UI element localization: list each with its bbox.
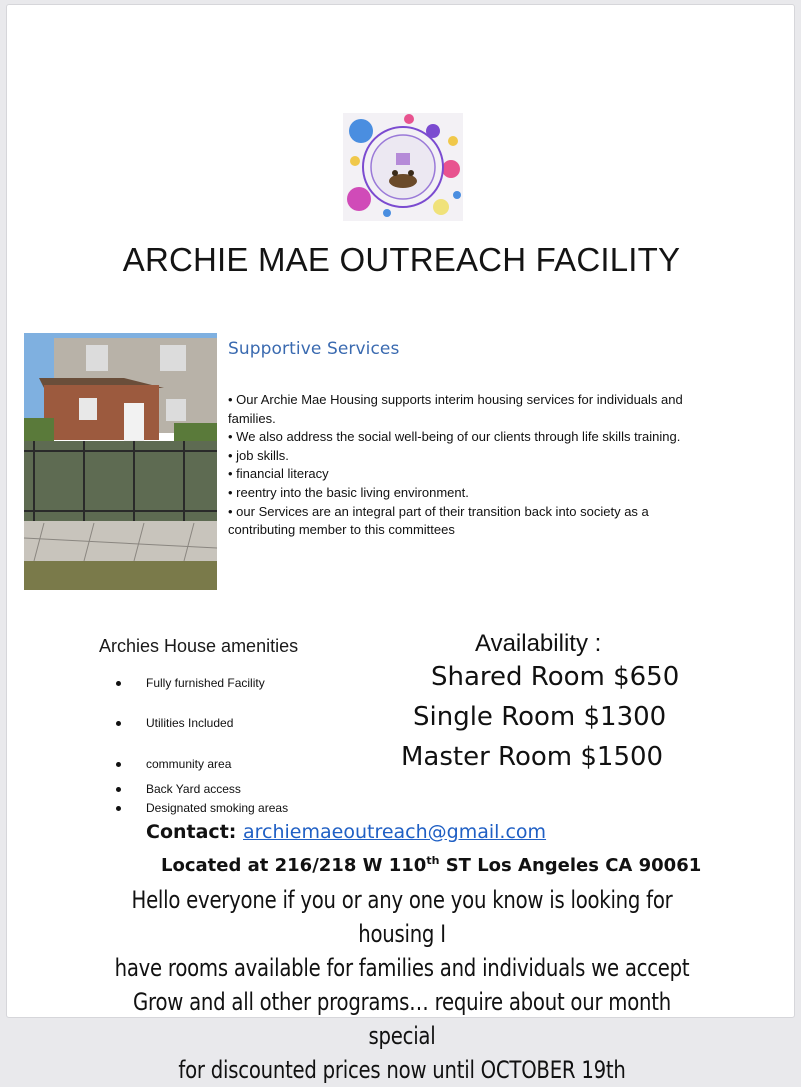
bullet-icon	[116, 721, 121, 726]
list-item: • our Services are an integral part of their transition back into society as a contributing member to this committees	[228, 503, 708, 540]
list-item: • We also address the social well-being of our clients through life skills training.	[228, 428, 708, 447]
message-line: have rooms available for families and individuals we accept	[114, 954, 690, 982]
services-heading: Supportive Services	[228, 339, 400, 359]
page-title: ARCHIE MAE OUTREACH FACILITY	[122, 241, 681, 278]
message-line: Grow and all other programs… require about our month special	[133, 988, 671, 1050]
services-list	[228, 391, 708, 540]
availability-heading: Availability :	[475, 630, 602, 657]
message-line: Hello everyone if you or any one you know is looking for housing I	[131, 886, 673, 948]
archie-mae-outreach-logo-icon	[343, 113, 463, 221]
list-item: • reentry into the basic living environment.	[228, 484, 708, 503]
address-line: Located at 216/218 W 110th ST Los Angeles CA 90061	[161, 854, 702, 876]
house-photo-icon	[24, 333, 217, 590]
bullet-icon	[116, 806, 121, 811]
room-price: Master Room $1500	[401, 742, 664, 772]
room-price: Shared Room $650	[431, 662, 680, 692]
contact-label: Contact:	[146, 821, 237, 843]
list-item: • job skills.	[228, 447, 708, 466]
list-item: • financial literacy	[228, 465, 708, 484]
amenities-heading: Archies House amenities	[99, 636, 299, 656]
contact-line	[146, 821, 546, 843]
bullet-icon	[116, 762, 121, 767]
list-item: • Our Archie Mae Housing supports interim housing services for individuals and families.	[228, 391, 708, 428]
message-block	[111, 883, 693, 1087]
bullet-icon	[116, 787, 121, 792]
room-price: Single Room $1300	[413, 702, 667, 732]
bullet-icon	[116, 681, 121, 686]
email-link[interactable]: archiemaeoutreach@gmail.com	[243, 821, 547, 843]
flyer-page: ARCHIE MAE OUTREACH FACILITY Supportive Services • Our Archie Mae Housing supports interim housing services for individuals and families. • We also address the social well-being of our clients through life skills training. • job skills. • financial literacy • reentry into the basic living environment. • our Services are an integral part of their transition back into society as a contributing member to this committees Archies House amenities Fully furnished Facility Utilities Included community area Back Yard access Designated smoking areas Availability : Shared Room $650 Single Room $1300 Master Room $1500 Contact: archiemaeoutreach@gmail.com Located at 216/218 W 110th ST Los Angeles CA 90061 Hello everyone if you or any one you know is looking for housing I have rooms available for families and individuals we accept Grow and all other programs… require about our month special for discounted prices now until OCTOBER 19th	[6, 4, 795, 1018]
message-line: for discounted prices now until OCTOBER 19th	[178, 1056, 626, 1084]
